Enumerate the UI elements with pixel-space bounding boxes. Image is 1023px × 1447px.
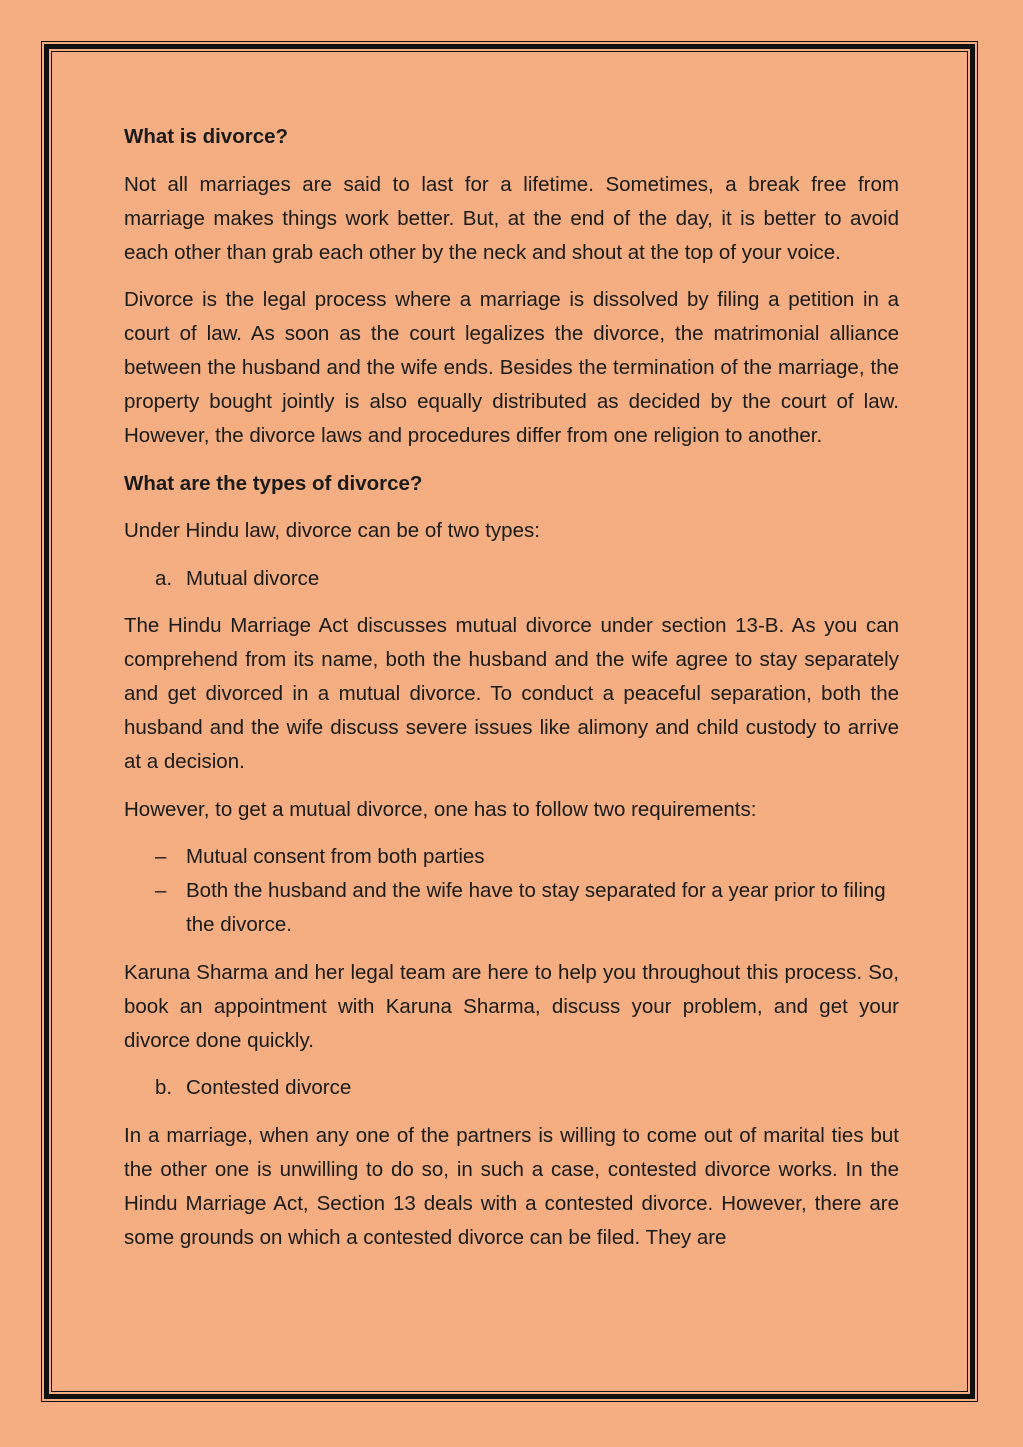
paragraph-mutual-divorce: The Hindu Marriage Act discusses mutual divorce under section 13-B. As you can comprehend from its name, both the husband and the wife agree to stay separately and get divorced in a mutual divorce. To conduct a peaceful separation, both the husband and the wife discuss severe issues like alimony and child custody to arrive at a decision. bbox=[124, 614, 899, 773]
list-item-contested-divorce bbox=[124, 1071, 899, 1105]
list-item-label: Contested divorce bbox=[186, 1076, 352, 1099]
paragraph-requirements-intro: However, to get a mutual divorce, one has to follow two requirements: bbox=[124, 797, 757, 821]
list-item-mutual-divorce bbox=[124, 562, 899, 596]
heading-types-of-divorce: What are the types of divorce? bbox=[124, 471, 423, 495]
requirement-text: Both the husband and the wife have to stay separated for a year prior to filing the divorce. bbox=[186, 879, 886, 936]
list-item-label: Mutual divorce bbox=[186, 566, 320, 590]
paragraph-intro: Not all marriages are said to last for a lifetime. Sometimes, a break free from marriage makes things work better. But, at the end of the day, it is better to avoid each other than grab each other by the neck and shout at the top of your voice. bbox=[124, 172, 899, 264]
heading-what-is-divorce: What is divorce? bbox=[124, 125, 289, 148]
dash-marker: – bbox=[155, 879, 167, 902]
paragraph-hindu-law-types: Under Hindu law, divorce can be of two types: bbox=[124, 519, 540, 542]
requirements-list bbox=[124, 840, 899, 942]
list-marker-b: b. bbox=[155, 1076, 173, 1099]
requirement-item bbox=[124, 840, 899, 874]
paragraph-karuna-sharma: Karuna Sharma and her legal team are here to help you throughout this process. So, book an appointment with Karuna Sharma, discuss your problem, and get your divorce done quickly. bbox=[124, 960, 899, 1052]
list-marker-a: a. bbox=[155, 566, 173, 590]
document-body bbox=[124, 120, 899, 1268]
paragraph-contested-divorce: In a marriage, when any one of the partners is willing to come out of marital ties but the other one is unwilling to do so, in such a case, contested divorce works. In the Hindu Marriage Act, Section 13 deals with a contested divorce. However, there are some grounds on which a contested divorce can be filed. They are bbox=[124, 1123, 899, 1249]
requirement-text: Mutual consent from both parties bbox=[186, 845, 485, 868]
dash-marker: – bbox=[155, 845, 167, 868]
paragraph-divorce-definition: Divorce is the legal process where a marriage is dissolved by filing a petition in a court of law. As soon as the court legalizes the divorce, the matrimonial alliance between the husband and the wife ends. Besides the termination of the marriage, the property bought jointly is also equally distributed as decided by the court of law. However, the divorce laws and procedures differ from one religion to another. bbox=[124, 288, 899, 447]
requirement-item bbox=[124, 874, 899, 942]
